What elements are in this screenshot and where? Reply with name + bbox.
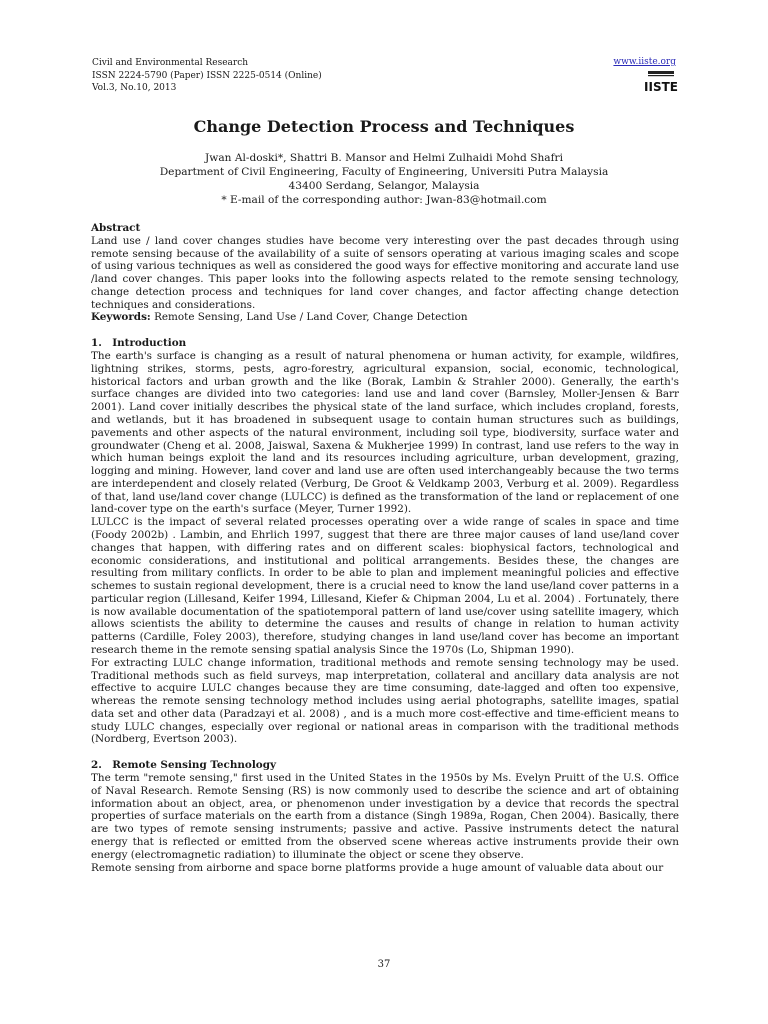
journal-header: [92, 57, 322, 95]
volume-line: Vol.3, No.10, 2013: [92, 83, 177, 93]
corresponding-email: * E-mail of the corresponding author: Jwan-83@hotmail.com: [221, 194, 547, 206]
section-heading-introduction: 1. Introduction: [91, 337, 187, 350]
section-heading-remote-sensing: 2. Remote Sensing Technology: [91, 759, 277, 772]
journal-url-link[interactable]: www.iiste.org: [613, 57, 676, 67]
authors: Jwan Al-doski*, Shattri B. Mansor and Helmi Zulhaidi Mohd Shafri: [205, 152, 563, 164]
paragraph: Remote sensing from airborne and space borne platforms provide a huge amount of valuable data about our: [91, 861, 664, 874]
journal-name: Civil and Environmental Research: [92, 58, 249, 68]
paragraph: The term "remote sensing," first used in the United States in the 1950s by Ms. Evelyn Pruitt of the U.S. Office of Naval Research. Remote Sensing (RS) is now commonly used to describe the science and art of obtaining information about an object, area, or phenomenon under investigation by a device that records the spectral properties of surface materials on the earth from a distance (Singh 1989a, Rogan, Chen 2004). Basically, there are two types of remote sensing instruments; passive and active. Passive instruments detect the natural energy that is reflected or emitted from the observed scene whereas active instruments provide their own energy (electromagnetic radiation) to illuminate the object or scene they observe.: [91, 772, 679, 861]
page-number: 37: [377, 959, 391, 970]
paper-body: [91, 222, 679, 874]
address: 43400 Serdang, Selangor, Malaysia: [288, 180, 480, 192]
paragraph: The earth's surface is changing as a result of natural phenomena or human activity, for example, wildfires, lightning strikes, storms, pests, agro-forestry, agricultural expansion, social, economic, technological, historical factors and urban growth and the like (Borak, Lambin & Strahler 2000). Generally, the earth's surface changes are divided into two categories: land use and land cover (Barnsley, Moller-Jensen & Barr 2001). Land cover initially describes the physical state of the land surface, which includes cropland, forests, and wetlands, but it has broadened in subsequent usage to contain human structures such as buildings, pavements and other aspects of the natural environment, including soil type, biodiversity, surface water and groundwater (Cheng et al. 2008, Jaiswal, Saxena & Mukherjee 1999) In contrast, land use refers to the way in which human beings exploit the land and its resources including agriculture, urban development, grazing, logging and mining. However, land cover and land use are often used interchangeably because the two terms are interdependent and closely related (Verburg, De Groot & Veldkamp 2003, Verburg et al. 2009). Regardless of that, land use/land cover change (LULCC) is defined as the transformation of the land or replacement of one land-cover type on the earth's surface (Meyer, Turner 1992).: [91, 350, 679, 516]
abstract-heading: Abstract: [91, 222, 141, 234]
iiste-logo-icon: [646, 70, 676, 95]
svg-text:IISTE: IISTE: [644, 80, 678, 94]
keywords-line: [91, 311, 679, 324]
affiliation: Department of Civil Engineering, Faculty of Engineering, Universiti Putra Malaysia: [159, 166, 609, 178]
abstract-text: Land use / land cover changes studies have become very interesting over the past decades through using remote sensing because of the availability of a suite of sensors operating at various imaging scales and scope of using various techniques as well as considered the good ways for effective monitoring and accurate land use /land cover changes. This paper looks into the following aspects related to the remote sensing technology, change detection process and techniques for land cover changes, and factor affecting change detection techniques and considerations.: [91, 234, 679, 311]
paragraph: For extracting LULC change information, traditional methods and remote sensing technology may be used. Traditional methods such as field surveys, map interpretation, collateral and ancillary data analysis are not effective to acquire LULC changes because they are time consuming, date-lagged and often too expensive, whereas the remote sensing technology method includes using aerial photographs, satellite images, spatial data set and other data (Paradzayi et al. 2008) , and is a much more cost-effective and time-efficient means to study LULC changes, especially over regional or national areas in comparison with the traditional methods (Nordberg, Evertson 2003).: [91, 656, 679, 746]
paper-title: Change Detection Process and Techniques: [193, 117, 575, 136]
keywords-text: Remote Sensing, Land Use / Land Cover, Change Detection: [150, 311, 468, 324]
author-block: [0, 151, 768, 207]
keywords-label: Keywords:: [91, 311, 151, 324]
journal-header-right: [613, 57, 676, 99]
paragraph: LULCC is the impact of several related processes operating over a wide range of scales in space and time (Foody 2002b) . Lambin, and Ehrlich 1997, suggest that there are three major causes of land use/land cover changes that happen, with differing rates and on different scales: biophysical factors, technological and economic considerations, and institutional and political arrangements. Besides these, the changes are resulting from military conflicts. In order to be able to plan and implement meaningful policies and effective schemes to sustain regional development, there is a crucial need to know the land use/land cover patterns in a particular region (Lillesand, Keifer 1994, Lillesand, Kiefer & Chipman 2004, Lu et al. 2004) . Fortunately, there is now available documentation of the spatiotemporal pattern of land use/cover using satellite imagery, which allows scientists the ability to determine the causes and results of change in relation to human activity patterns (Cardille, Foley 2003), therefore, studying changes in land use/land cover has become an important research theme in the remote sensing spatial analysis Since the 1970s (Lo, Shipman 1990).: [91, 516, 679, 656]
issn-line: ISSN 2224-5790 (Paper) ISSN 2225-0514 (Online): [92, 70, 322, 81]
